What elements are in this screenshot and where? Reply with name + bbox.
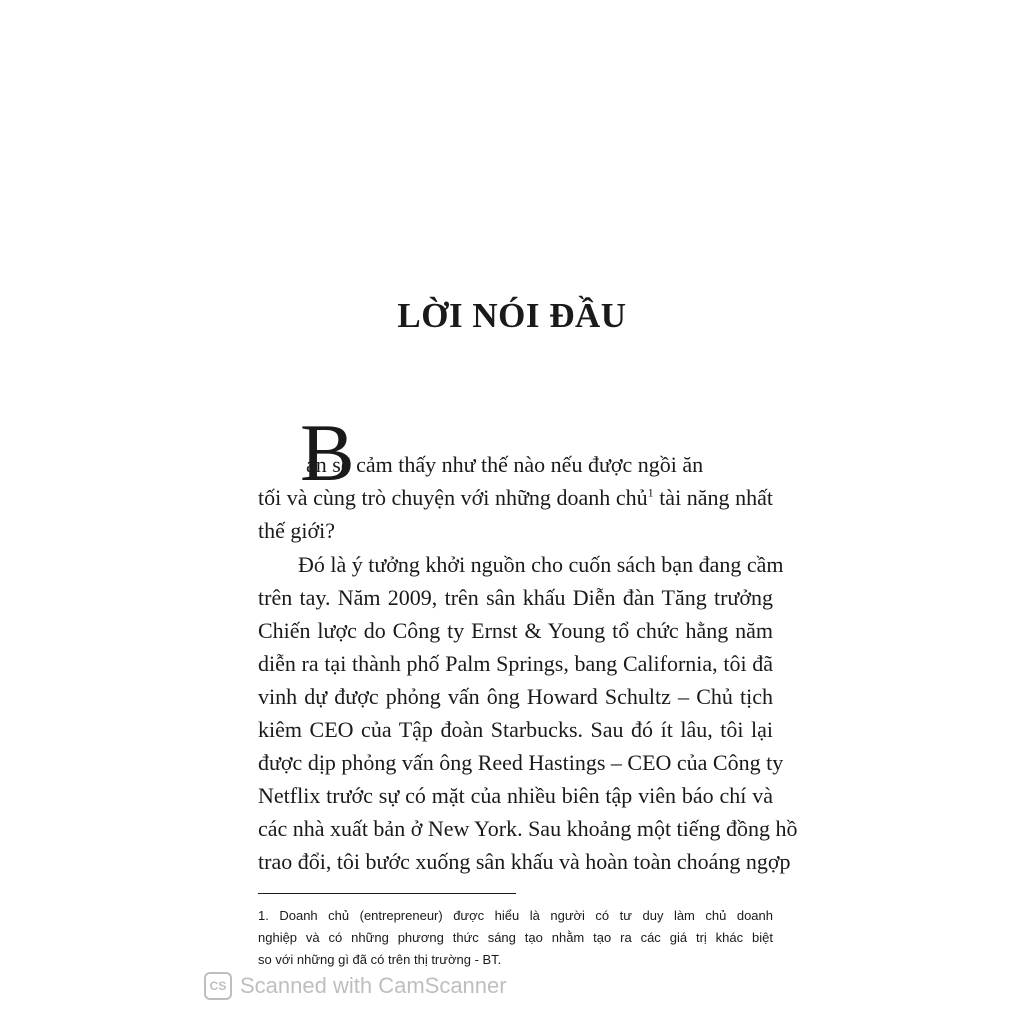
footnote-line: 1. Doanh chủ (entrepreneur) được hiểu là người có tư duy làm chủ doanh: [258, 908, 773, 923]
paragraph-line: trên tay. Năm 2009, trên sân khấu Diễn đàn Tăng trưởng: [258, 585, 773, 610]
paragraph-line: được dịp phỏng vấn ông Reed Hastings – CEO của Công ty: [258, 750, 784, 775]
paragraph-line: diễn ra tại thành phố Palm Springs, bang California, tôi đã: [258, 651, 773, 676]
paragraph-line: thế giới?: [258, 518, 335, 543]
camscanner-logo-icon: CS: [204, 972, 232, 1000]
paragraph-line: kiêm CEO của Tập đoàn Starbucks. Sau đó ít lâu, tôi lại: [258, 717, 773, 742]
drop-cap: B: [300, 407, 355, 498]
footnote-line: nghiệp và có những phương thức sáng tạo nhằm tạo ra các giá trị khác biệt: [258, 930, 773, 945]
paragraph-line: trao đổi, tôi bước xuống sân khấu và hoàn toàn choáng ngợp: [258, 849, 791, 874]
paragraph-line: các nhà xuất bản ở New York. Sau khoảng một tiếng đồng hồ: [258, 816, 798, 841]
paragraph-line: Netflix trước sự có mặt của nhiều biên tập viên báo chí và: [258, 783, 773, 808]
paragraph-line: ạn sẽ cảm thấy như thế nào nếu được ngồi ăn: [306, 452, 704, 477]
footnote-marker: 1: [647, 485, 654, 500]
watermark-text: Scanned with CamScanner: [240, 973, 507, 998]
footnote-line: so với những gì đã có trên thị trường - BT.: [258, 952, 502, 967]
page-title: LỜI NÓI ĐẦU: [397, 296, 627, 335]
camscanner-watermark: [204, 970, 507, 1002]
paragraph-line: tối và cùng trò chuyện với những doanh chủ$^1$ tài năng nhất: [258, 485, 773, 510]
paragraph-line: Đó là ý tưởng khởi nguồn cho cuốn sách bạn đang cầm: [298, 552, 784, 577]
paragraph-line: Chiến lược do Công ty Ernst & Young tổ chức hằng năm: [258, 618, 773, 643]
footnote-divider: [258, 893, 516, 894]
paragraph-line: vinh dự được phỏng vấn ông Howard Schultz – Chủ tịch: [258, 684, 773, 709]
